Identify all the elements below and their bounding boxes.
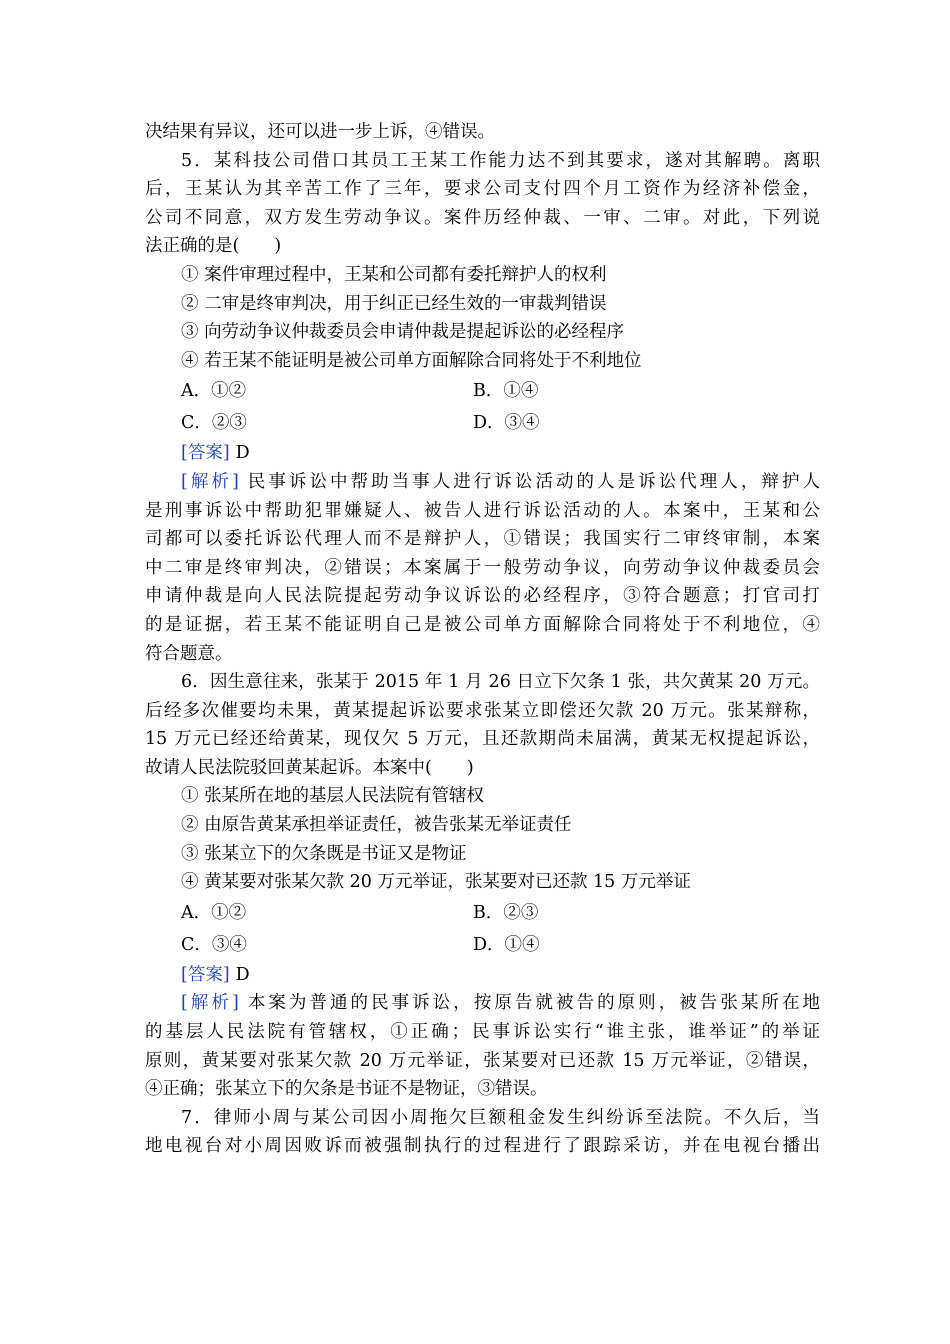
option-a: A．①② bbox=[181, 381, 247, 402]
question-6-stem: 故请人民法院驳回黄某起诉。本案中( ) bbox=[145, 757, 474, 778]
question-6-options-row bbox=[145, 929, 820, 961]
option-d: D．③④ bbox=[473, 413, 540, 434]
option-a: A．①② bbox=[181, 902, 247, 923]
question-5-analysis: 申请仲裁是向人民法院提起劳动争议诉讼的必经程序，③符合题意；打官司打 bbox=[145, 586, 820, 607]
analysis-label: [解析] bbox=[181, 993, 239, 1014]
answer-label: [答案] bbox=[181, 443, 230, 464]
option-c: C．②③ bbox=[181, 413, 247, 434]
option-b: B．①④ bbox=[473, 381, 539, 402]
question-6-statement-4: ④ 黄某要对张某欠款 20 万元举证，张某要对已还款 15 万元举证 bbox=[181, 872, 691, 893]
question-5-statement-3: ③ 向劳动争议仲裁委员会申请仲裁是提起诉讼的必经程序 bbox=[181, 322, 625, 343]
analysis-text: 本案为普通的民事诉讼，按原告就被告的原则，被告张某所在地 bbox=[244, 993, 821, 1014]
question-5-stem: 后，王某认为其辛苦工作了三年，要求公司支付四个月工资作为经济补偿金， bbox=[145, 179, 820, 200]
answer-value: D bbox=[235, 964, 250, 985]
option-d: D．①④ bbox=[473, 934, 540, 955]
question-5-stem: 公司不同意，双方发生劳动争议。案件历经仲裁、一审、二审。对此，下列说 bbox=[145, 207, 820, 228]
question-5-statement-1: ① 案件审理过程中，王某和公司都有委托辩护人的权利 bbox=[181, 264, 607, 285]
question-5-stem: 5．某科技公司借口其员工王某工作能力达不到其要求，遂对其解聘。离职 bbox=[181, 150, 820, 171]
document-body bbox=[145, 118, 820, 1161]
option-b: B．②③ bbox=[473, 902, 539, 923]
question-6-analysis: ④正确；张某立下的欠条是书证不是物证，③错误。 bbox=[145, 1079, 548, 1100]
question-6-stem: 6．因生意往来，张某于 2015 年 1 月 26 日立下欠条 1 张，共欠黄某 20 万元。 bbox=[181, 672, 820, 693]
analysis-label: [解析] bbox=[181, 471, 239, 492]
question-5-answer bbox=[145, 439, 820, 468]
question-6-answer bbox=[145, 961, 820, 990]
question-5-analysis: 是刑事诉讼中帮助犯罪嫌疑人、被告人进行诉讼活动的人。本案中，王某和公 bbox=[145, 500, 820, 521]
question-5-analysis: 的是证据，若王某不能证明自己是被公司单方面解除合同将处于不利地位，④ bbox=[145, 614, 820, 635]
question-5-stem: 法正确的是( ) bbox=[145, 236, 282, 257]
question-5-analysis: 符合题意。 bbox=[145, 643, 233, 664]
text-line: 决结果有异议，还可以进一步上诉，④错误。 bbox=[145, 122, 495, 142]
question-5-options-row bbox=[145, 375, 820, 407]
question-6-analysis: 原则，黄某要对张某欠款 20 万元举证，张某要对已还款 15 万元举证，②错误， bbox=[145, 1050, 820, 1071]
question-6-statement-1: ① 张某所在地的基层人民法院有管辖权 bbox=[181, 786, 485, 807]
question-5-statement-4: ④ 若王某不能证明是被公司单方面解除合同将处于不利地位 bbox=[181, 350, 642, 371]
question-7-stem: 地电视台对小周因败诉而被强制执行的过程进行了跟踪采访，并在电视台播出 bbox=[145, 1136, 820, 1157]
question-5-analysis bbox=[145, 468, 820, 497]
question-5-statement-2: ② 二审是终审判决，用于纠正已经生效的一审裁判错误 bbox=[181, 293, 607, 314]
question-7-stem: 7．律师小周与某公司因小周拖欠巨额租金发生纠纷诉至法院。不久后，当 bbox=[181, 1107, 820, 1128]
question-6-stem: 15 万元已经还给黄某，现仅欠 5 万元，且还款期尚未届满，黄某无权提起诉讼， bbox=[145, 729, 820, 750]
answer-label: [答案] bbox=[181, 964, 230, 985]
question-5-options-row bbox=[145, 407, 820, 439]
question-6-analysis: 的基层人民法院有管辖权，①正确；民事诉讼实行“谁主张，谁举证”的举证 bbox=[145, 1022, 820, 1043]
analysis-text: 民事诉讼中帮助当事人进行诉讼活动的人是诉讼代理人，辩护人 bbox=[244, 471, 821, 492]
question-6-statement-3: ③ 张某立下的欠条既是书证又是物证 bbox=[181, 843, 467, 864]
question-6-analysis bbox=[145, 989, 820, 1018]
answer-value: D bbox=[235, 443, 250, 464]
question-6-statement-2: ② 由原告黄某承担举证责任，被告张某无举证责任 bbox=[181, 815, 572, 836]
question-6-stem: 后经多次催要均未果，黄某提起诉讼要求张某立即偿还欠款 20 万元。张某辩称， bbox=[145, 700, 820, 721]
question-5-analysis: 中二审是终审判决，②错误；本案属于一般劳动争议，向劳动争议仲裁委员会 bbox=[145, 557, 820, 578]
option-c: C．③④ bbox=[181, 934, 247, 955]
question-6-options-row bbox=[145, 897, 820, 929]
question-5-analysis: 司都可以委托诉讼代理人而不是辩护人，①错误；我国实行二审终审制，本案 bbox=[145, 529, 820, 550]
